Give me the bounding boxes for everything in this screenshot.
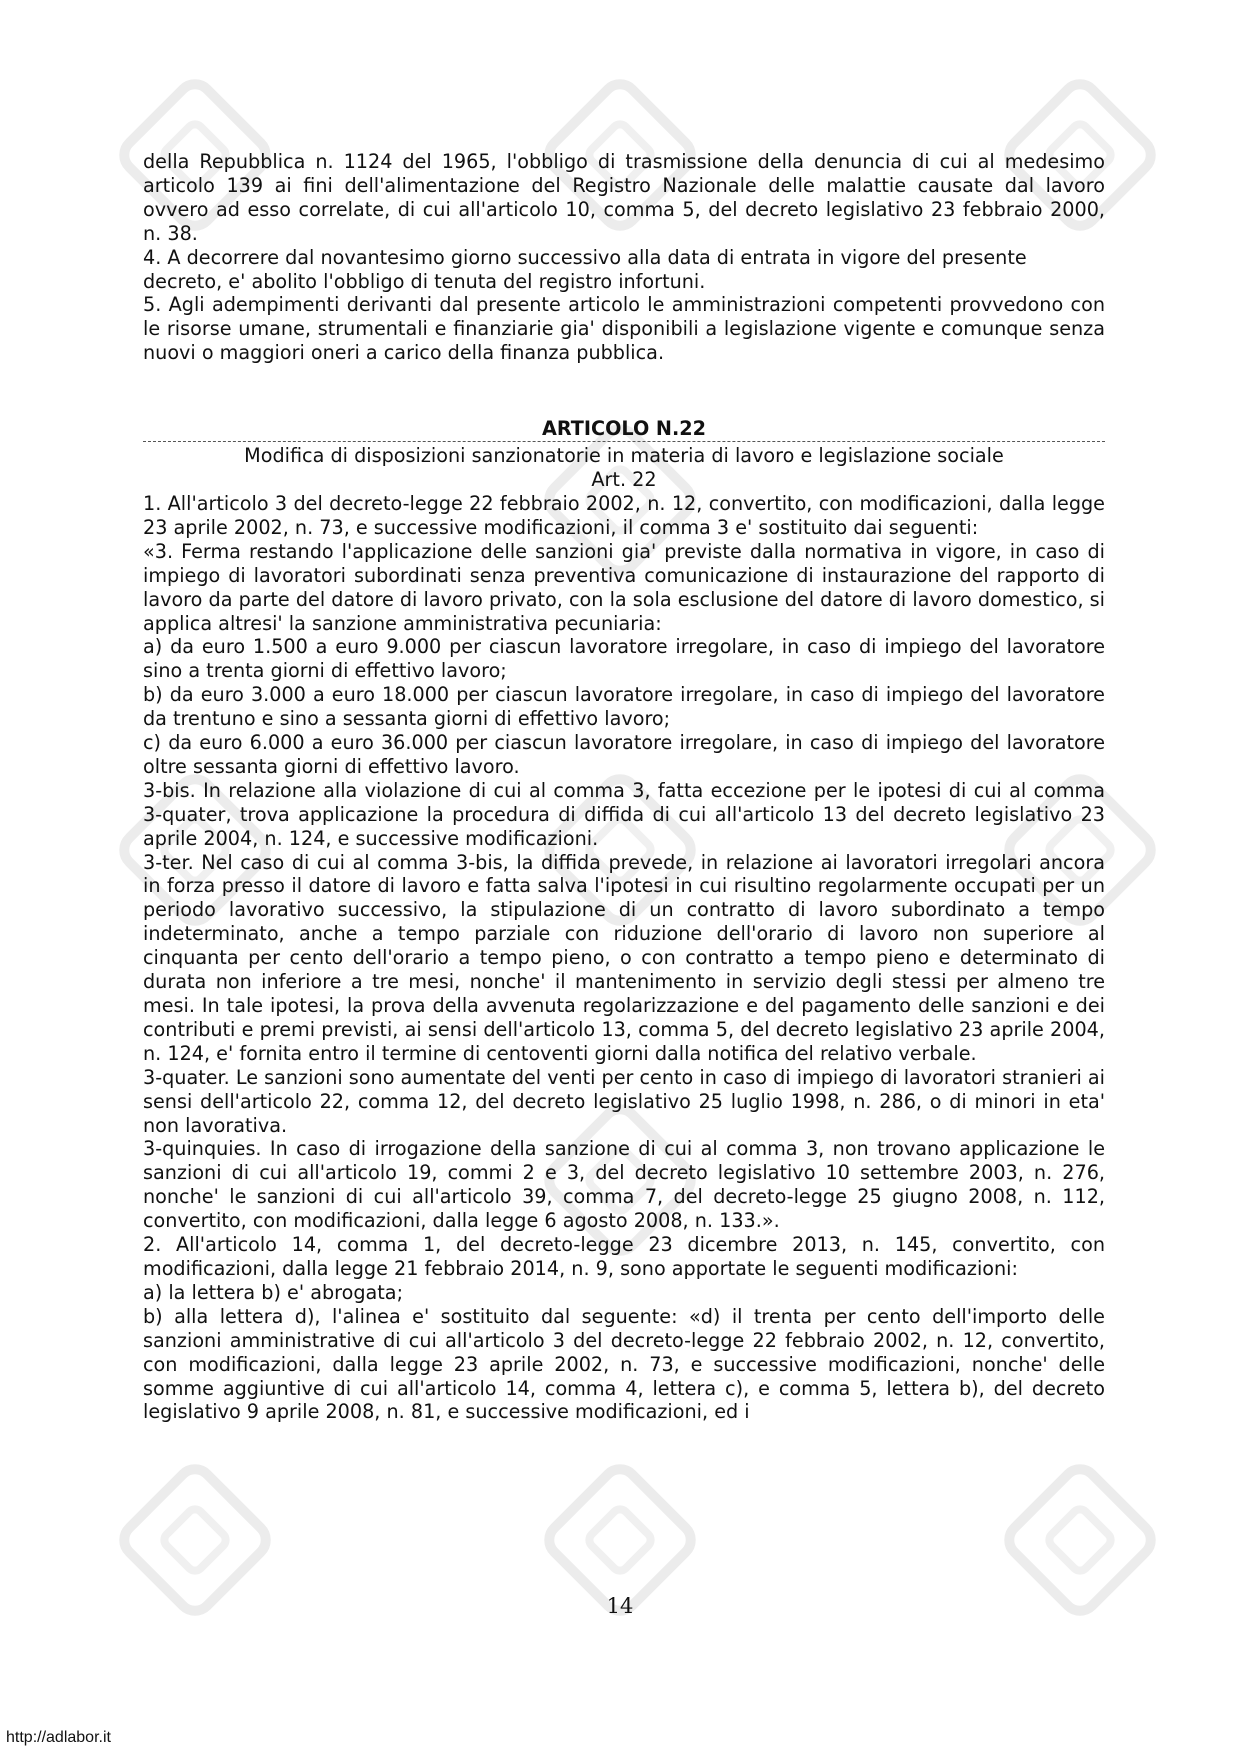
paragraph-art22-2: 2. All'articolo 14, comma 1, del decreto-legge 23 dicembre 2013, n. 145, convertito, con modificazioni, dalla legge 21 febbraio 2014, n. 9, sono apportate le seguenti modificazioni: [143, 1233, 1105, 1280]
document-body [143, 150, 1105, 1424]
paragraph-comma-4: 4. A decorrere dal novantesimo giorno successivo alla data di entrata in vigore del presente decreto, e' abolito l'obbligo di tenuta del registro infortuni. [143, 245, 1027, 293]
article-subtitle: Modifica di disposizioni sanzionatorie in materia di lavoro e legislazione sociale [244, 444, 1004, 468]
list-item-2b: b) alla lettera d), l'alinea e' sostituito dal seguente: «d) il trenta per cento dell'importo delle sanzioni amministrative di cui all'articolo 3 del decreto-legge 22 febbraio 2002, n. 12, convertito, con modificazioni, dalla legge 23 aprile 2002, n. 73, e successive modificazioni, nonche' delle somme aggiuntive di cui all'articolo 14, comma 4, lettera c), e comma 5, lettera b), del decreto legislativo 9 aprile 2008, n. 81, e successive modificazioni, ed i [143, 1304, 1105, 1424]
paragraph-3-quinquies: 3-quinquies. In caso di irrogazione della sanzione di cui al comma 3, non trovano applicazione le sanzioni di cui all'articolo 19, commi 2 e 3, del decreto legislativo 10 settembre 2003, n. 276, nonche' le sanzioni di cui all'articolo 39, comma 7, del decreto-legge 25 giugno 2008, n. 112, convertito, con modificazioni, dalla legge 6 agosto 2008, n. 133.». [143, 1137, 1105, 1233]
section-spacer [143, 365, 1105, 417]
paragraph-art22-1: 1. All'articolo 3 del decreto-legge 22 febbraio 2002, n. 12, convertito, con modificazioni, dalla legge 23 aprile 2002, n. 73, e successive modificazioni, il comma 3 e' sostituito dai seguenti: [143, 491, 1105, 539]
article-label: Art. 22 [591, 468, 657, 492]
list-item-a: a) da euro 1.500 a euro 9.000 per ciascun lavoratore irregolare, in caso di impiego del lavoratore sino a trenta giorni di effettivo lavoro; [143, 635, 1105, 683]
paragraph-3-ter: 3-ter. Nel caso di cui al comma 3-bis, la diffida prevede, in relazione ai lavoratori irregolari ancora in forza presso il datore di lavoro e fatta salva l'ipotesi in cui risultino regolarmente occupati per un periodo lavorativo successivo, la stipulazione di un contratto di lavoro subordinato a tempo indeterminato, anche a tempo parziale con riduzione dell'orario di lavoro non superiore al cinquanta per cento dell'orario a tempo pieno, o con contratto a tempo pieno e determinato di durata non inferiore a tre mesi, nonche' il mantenimento in servizio degli stessi per almeno tre mesi. In tale ipotesi, la prova della avvenuta regolarizzazione e del pagamento delle sanzioni e dei contributi e premi previsti, ai sensi dell'articolo 13, comma 5, del decreto legislativo 23 aprile 2004, n. 124, e' fornita entro il termine di centoventi giorni dalla notifica del relativo verbale. [143, 850, 1105, 1065]
list-item-2a: a) la lettera b) e' abrogata; [143, 1280, 404, 1304]
paragraph-comma-5: 5. Agli adempimenti derivanti dal presente articolo le amministrazioni competenti provvedono con le risorse umane, strumentali e finanziarie gia' disponibili a legislazione vigente e comunque senza nuovi o maggiori oneri a carico della finanza pubblica. [143, 293, 1105, 365]
footer-url: http://adlabor.it [6, 1729, 111, 1746]
paragraph-art22-comma3: «3. Ferma restando l'applicazione delle sanzioni gia' previste dalla normativa in vigore, in caso di impiego di lavoratori subordinati senza preventiva comunicazione di instaurazione del rapporto di lavoro da parte del datore di lavoro privato, con la sola esclusione del datore di lavoro domestico, si applica altresi' la sanzione amministrativa pecuniaria: [143, 539, 1105, 635]
list-item-c: c) da euro 6.000 a euro 36.000 per ciascun lavoratore irregolare, in caso di impiego del lavoratore oltre sessanta giorni di effettivo lavoro. [143, 731, 1105, 778]
paragraph-continuation: della Repubblica n. 1124 del 1965, l'obbligo di trasmissione della denuncia di cui al medesimo articolo 139 ai fini dell'alimentazione del Registro Nazionale delle malattie causate dal lavoro ovvero ad esso correlate, di cui all'articolo 10, comma 5, del decreto legislativo 23 febbraio 2000, n. 38. [143, 150, 1105, 245]
article-heading: ARTICOLO N.22 [542, 417, 706, 441]
article-divider [143, 441, 1105, 442]
paragraph-3-quater: 3-quater. Le sanzioni sono aumentate del venti per cento in caso di impiego di lavoratori stranieri ai sensi dell'articolo 22, comma 12, del decreto legislativo 25 luglio 1998, n. 286, o di minori in eta' non lavorativa. [143, 1065, 1105, 1137]
list-item-b: b) da euro 3.000 a euro 18.000 per ciascun lavoratore irregolare, in caso di impiego del lavoratore da trentuno e sino a sessanta giorni di effettivo lavoro; [143, 683, 1105, 731]
paragraph-3-bis: 3-bis. In relazione alla violazione di cui al comma 3, fatta eccezione per le ipotesi di cui al comma 3-quater, trova applicazione la procedura di diffida di cui all'articolo 13 del decreto legislativo 23 aprile 2004, n. 124, e successive modificazioni. [143, 778, 1105, 850]
page-number: 14 [606, 1594, 634, 1618]
